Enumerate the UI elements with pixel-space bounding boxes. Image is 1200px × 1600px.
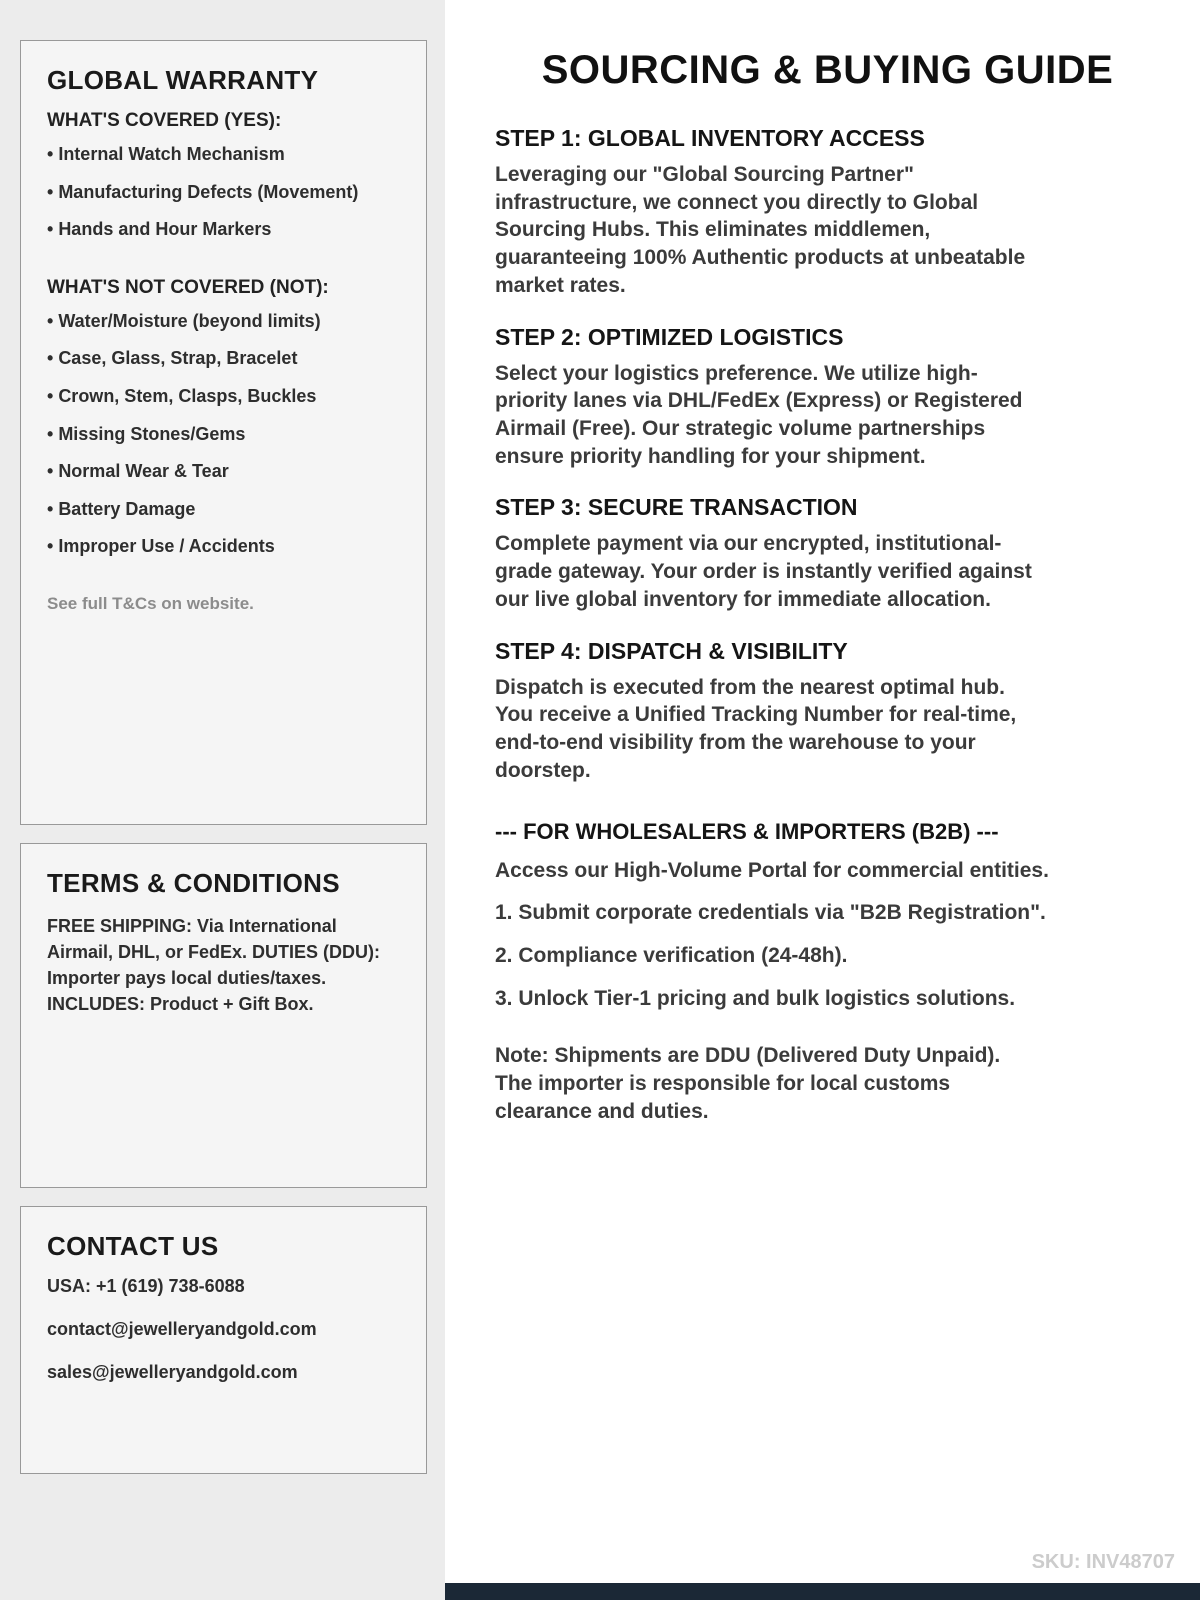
terms-box (20, 843, 427, 1188)
step-2 (495, 324, 1160, 471)
b2b-item-1: 1. Submit corporate credentials via "B2B Registration". (495, 901, 1046, 925)
step-1 (495, 125, 1160, 300)
step-3-heading: STEP 3: SECURE TRANSACTION (495, 494, 858, 521)
warranty-covered-heading: WHAT'S COVERED (YES): (47, 110, 282, 131)
sku-label: SKU: INV48707 (1031, 1551, 1175, 1573)
contact-box (20, 1206, 427, 1474)
warranty-not-covered-heading: WHAT'S NOT COVERED (NOT): (47, 276, 329, 298)
b2b-note: Note: Shipments are DDU (Delivered Duty Unpaid). The importer is responsible for local customs clearance and duties. (495, 1044, 1001, 1123)
list-item: • Manufacturing Defects (Movement) (47, 182, 400, 204)
list-item: • Battery Damage (47, 499, 400, 521)
terms-body: FREE SHIPPING: Via International Airmail, DHL, or FedEx. DUTIES (DDU): Importer pays local duties/taxes. INCLUDES: Product + Gift Box. (47, 916, 381, 1015)
b2b-item-2: 2. Compliance verification (24-48h). (495, 943, 848, 967)
list-item: • Crown, Stem, Clasps, Buckles (47, 386, 400, 408)
b2b-section (495, 819, 1160, 1126)
main-content (445, 0, 1200, 1600)
warranty-footnote: See full T&Cs on website. (47, 593, 254, 613)
page-title: SOURCING & BUYING GUIDE (541, 48, 1114, 92)
b2b-intro: Access our High-Volume Portal for commercial entities. (495, 858, 1049, 882)
list-item: • Hands and Hour Markers (47, 219, 400, 241)
warranty-title: GLOBAL WARRANTY (47, 65, 319, 95)
list-item: • Case, Glass, Strap, Bracelet (47, 348, 400, 370)
step-4-body: Dispatch is executed from the nearest optimal hub. You receive a Unified Tracking Number for real-time, end-to-end visibility from the warehouse to your doorstep. (495, 675, 1017, 782)
contact-email-sales: sales@jewelleryandgold.com (47, 1362, 298, 1382)
list-item: • Normal Wear & Tear (47, 461, 400, 483)
warranty-not-covered-list (47, 311, 400, 558)
warranty-covered-list (47, 144, 400, 241)
list-item: • Improper Use / Accidents (47, 536, 400, 558)
step-3-body: Complete payment via our encrypted, institutional-grade gateway. Your order is instantly verified against our live global inventory for immediate allocation. (495, 532, 1032, 611)
sidebar (0, 0, 445, 1600)
step-1-heading: STEP 1: GLOBAL INVENTORY ACCESS (495, 125, 925, 151)
step-2-body: Select your logistics preference. We utilize high-priority lanes via DHL/FedEx (Express) or Registered Airmail (Free). Our strategic volume partnerships ensure priority handling for your shipment. (495, 361, 1023, 468)
footer-bar (445, 1583, 1200, 1600)
step-1-body: Leveraging our "Global Sourcing Partner" infrastructure, we connect you directly to Global Sourcing Hubs. This eliminates middlemen, guaranteeing 100% Authentic products at unbeatable market rates. (495, 163, 1026, 297)
list-item: • Water/Moisture (beyond limits) (47, 311, 400, 333)
contact-title: CONTACT US (47, 1231, 219, 1261)
b2b-item-3: 3. Unlock Tier-1 pricing and bulk logistics solutions. (495, 986, 1016, 1010)
b2b-heading: --- FOR WHOLESALERS & IMPORTERS (B2B) --- (495, 818, 999, 844)
terms-title: TERMS & CONDITIONS (47, 868, 340, 898)
warranty-box (20, 40, 427, 825)
contact-email-primary: contact@jewelleryandgold.com (47, 1319, 317, 1339)
step-4-heading: STEP 4: DISPATCH & VISIBILITY (495, 637, 848, 664)
list-item: • Missing Stones/Gems (47, 424, 400, 446)
list-item: • Internal Watch Mechanism (47, 144, 400, 166)
step-4 (495, 638, 1160, 785)
step-3 (495, 494, 1160, 613)
contact-phone: USA: +1 (619) 738-6088 (47, 1276, 245, 1296)
step-2-heading: STEP 2: OPTIMIZED LOGISTICS (495, 323, 844, 350)
